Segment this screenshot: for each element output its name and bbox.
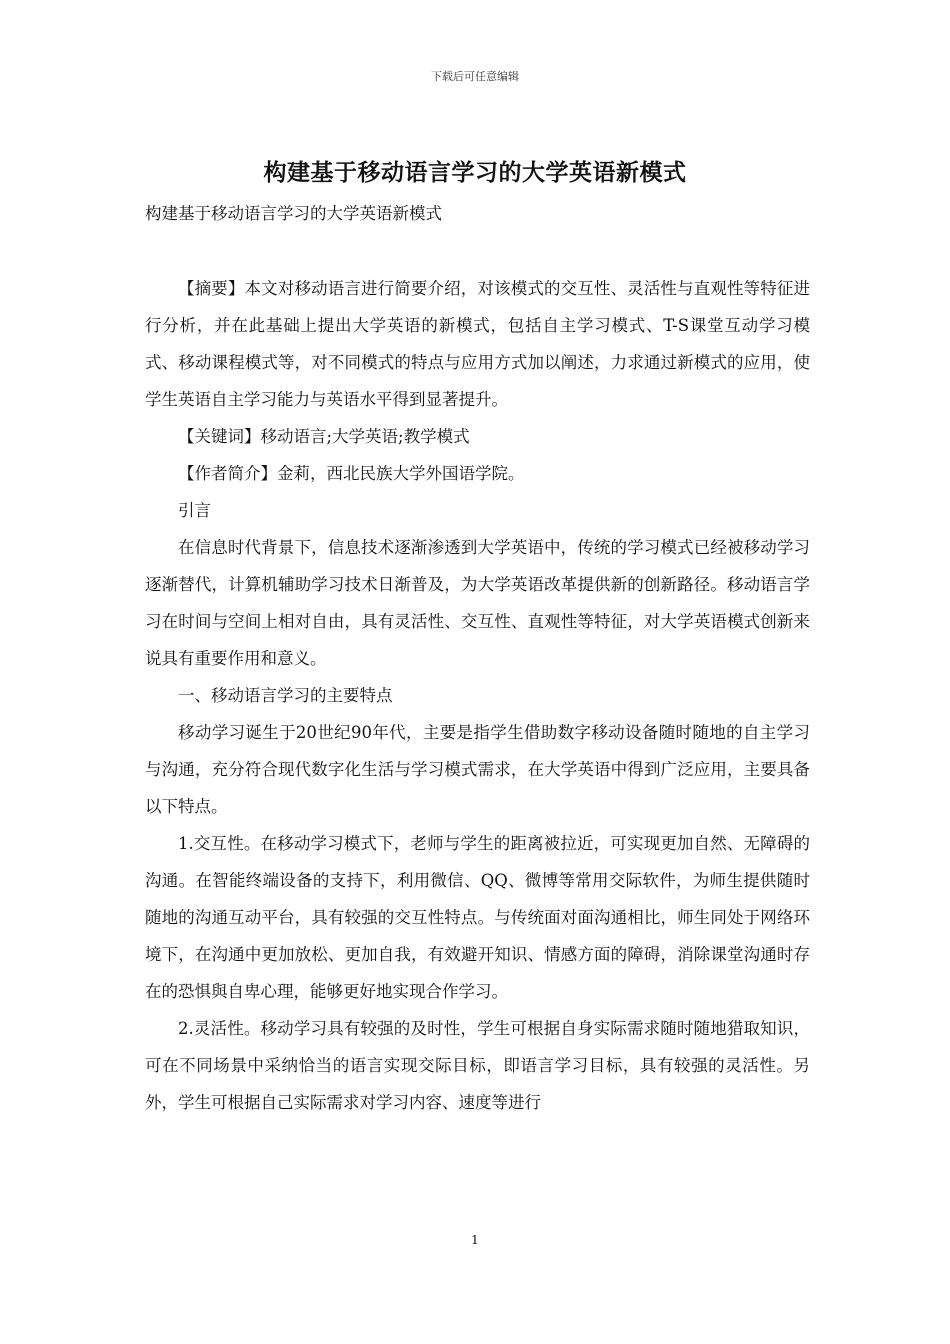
abstract-paragraph: 【摘要】本文对移动语言进行简要介绍，对该模式的交互性、灵活性与直观性等特征进行分析，并在此基础上提出大学英语的新模式，包括自主学习模式、T-S课堂互动学习模式、移动课程模式等，对不同模式的特点与应用方式加以阐述，力求通过新模式的应用，使学生英语自主学习能力与英语水平得到显著提升。 (145, 279, 810, 409)
interactivity-paragraph: 1.交互性。在移动学习模式下，老师与学生的距离被拉近，可实现更加自然、无障碍的沟通。在智能终端设备的支持下，利用微信、QQ、微博等常用交际软件，为师生提供随时随地的沟通互动平台，具有较强的交互性特点。与传统面对面沟通相比，师生同处于网络环境下，在沟通中更加放松、更加自我，有效避开知识、情感方面的障碍，消除课堂沟通时存在的恐惧與自卑心理，能够更好地实现合作学习。 (145, 834, 810, 1001)
keywords-paragraph: 【关键词】移动语言;大学英语;教学模式 (178, 427, 470, 446)
page-number: 1 (471, 1233, 479, 1247)
intro-paragraph: 在信息时代背景下，信息技术逐渐渗透到大学英语中，传统的学习模式已经被移动学习逐渐替代，计算机辅助学习技术日渐普及，为大学英语改革提供新的创新路径。移动语言学习在时间与空间上相对自由，具有灵活性、交互性、直观性等特征，对大学英语模式创新来说具有重要作用和意义。 (145, 538, 810, 668)
flexibility-paragraph: 2.灵活性。移动学习具有较强的及时性，学生可根据自身实际需求随时随地猎取知识，可在不同场景中采纳恰当的语言实现交际目标，即语言学习目标，具有较强的灵活性。另外，学生可根据自己实际需求对学习内容、速度等进行 (145, 1019, 810, 1112)
intro-heading: 引言 (178, 501, 211, 520)
section-paragraph: 移动学习诞生于20世纪90年代，主要是指学生借助数字移动设备随时随地的自主学习与沟通，充分符合现代数字化生活与学习模式需求，在大学英语中得到广泛应用，主要具备以下特点。 (145, 723, 810, 816)
body-text (145, 270, 810, 1121)
header-note: 下载后可任意编辑 (431, 70, 519, 83)
document-title: 构建基于移动语言学习的大学英语新模式 (263, 159, 687, 186)
author-paragraph: 【作者简介】金莉，西北民族大学外国语学院。 (178, 464, 525, 483)
section-heading: 一、移动语言学习的主要特点 (178, 686, 393, 705)
document-subtitle: 构建基于移动语言学习的大学英语新模式 (145, 204, 442, 223)
